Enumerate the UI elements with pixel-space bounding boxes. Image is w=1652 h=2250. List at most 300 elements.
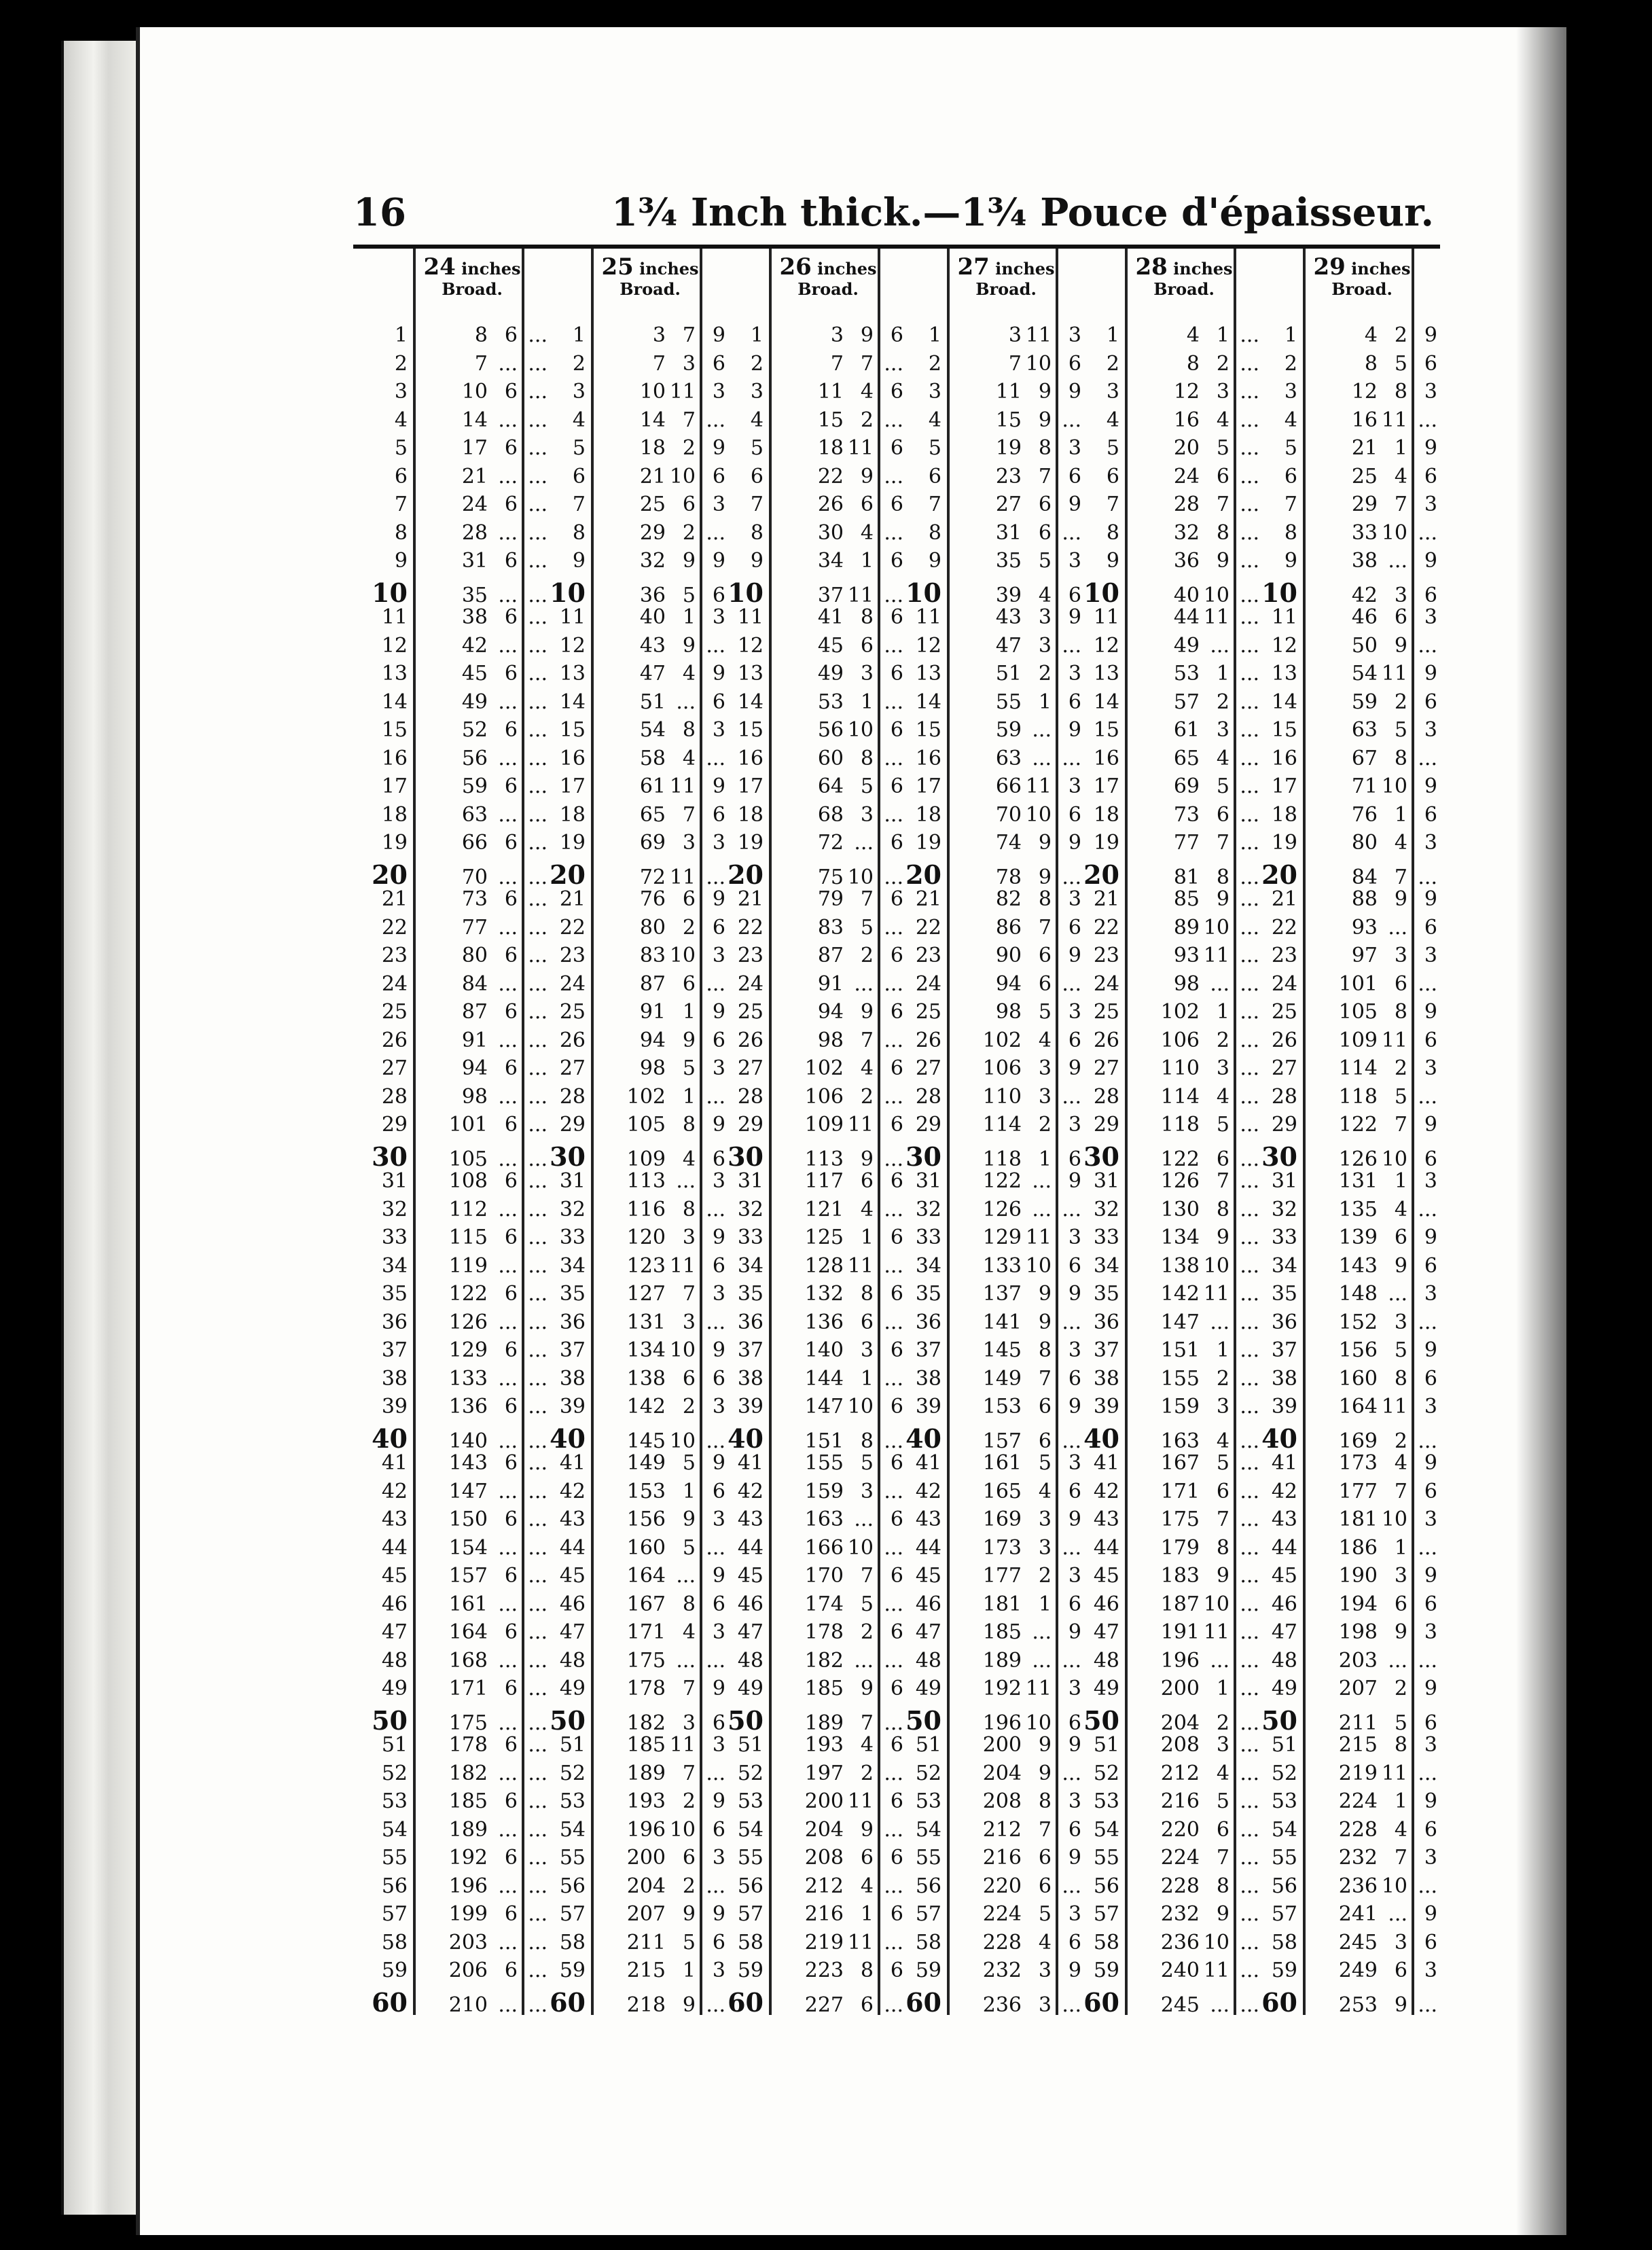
parts-value: ... [884, 1535, 903, 1560]
inches-value: 2 [1038, 1564, 1052, 1588]
inches-value: 3 [1394, 1564, 1407, 1588]
inches-value: 4 [682, 1147, 696, 1171]
row-number: 23 [381, 944, 408, 967]
table-row [887, 1113, 1081, 1137]
row-number: 28 [737, 1084, 764, 1109]
feet-value: 126 [448, 1310, 488, 1334]
table-row [1065, 1367, 1259, 1391]
feet-value: 140 [448, 1429, 488, 1453]
feet-value: 208 [804, 1846, 844, 1870]
table-row [887, 690, 1081, 714]
parts-value: ... [1240, 802, 1259, 827]
row-number: 27 [1271, 1056, 1297, 1080]
row-number: 48 [1271, 1648, 1297, 1673]
row-number: 35 [381, 1282, 408, 1306]
parts-value: ... [528, 1902, 547, 1926]
table-row [353, 972, 547, 996]
table-row [709, 1959, 903, 1982]
feet-value: 91 [817, 971, 844, 996]
parts-value: ... [1062, 1993, 1081, 2017]
table-row [531, 944, 725, 967]
feet-value: 173 [982, 1535, 1022, 1560]
row-number: 59 [915, 1959, 941, 1982]
parts-value: ... [528, 690, 547, 714]
feet-value: 245 [1338, 1930, 1378, 1954]
table-row [887, 859, 1081, 890]
inches-value: ... [1032, 1648, 1052, 1673]
feet-value: 171 [626, 1620, 666, 1644]
parts-value: 3 [712, 944, 725, 967]
row-number: 15 [915, 718, 941, 742]
table-row [531, 1564, 725, 1588]
table-row [1065, 1846, 1259, 1870]
row-number: 47 [915, 1620, 941, 1644]
feet-value: 15 [817, 408, 844, 432]
feet-value: 49 [817, 662, 844, 685]
table-row [353, 1874, 547, 1898]
parts-value: ... [1240, 971, 1259, 996]
row-number: 60 [1083, 1986, 1119, 2018]
row-number: 8 [394, 520, 408, 545]
parts-value: 6 [1424, 1253, 1437, 1278]
table-row [887, 605, 1081, 629]
table-row [1243, 1705, 1437, 1736]
feet-value: 169 [1338, 1429, 1378, 1453]
row-number: 41 [1093, 1451, 1119, 1475]
feet-value: 73 [1173, 802, 1200, 827]
feet-value: 185 [804, 1677, 844, 1700]
feet-value: 83 [639, 944, 666, 967]
inches-value: ... [498, 1761, 518, 1785]
inches-value: 7 [860, 1711, 874, 1735]
table-row [353, 1029, 547, 1052]
feet-value: 87 [639, 971, 666, 996]
inches-value: 4 [1216, 746, 1229, 770]
feet-value: 178 [448, 1733, 488, 1757]
parts-value: ... [1062, 1310, 1081, 1334]
table-row [531, 1254, 725, 1278]
row-number: 19 [1271, 831, 1297, 855]
inches-value: 7 [1038, 1366, 1052, 1391]
row-number: 31 [737, 1169, 764, 1193]
inches-value: 6 [504, 493, 518, 516]
table-row [1243, 1902, 1437, 1926]
row-number: 36 [1093, 1310, 1119, 1334]
feet-value: 7 [830, 351, 844, 376]
feet-value: 204 [1160, 1711, 1200, 1735]
row-number: 11 [1271, 605, 1297, 629]
parts-value: ... [1062, 1874, 1081, 1898]
column-unit: inches [989, 259, 1055, 279]
parts-value: ... [706, 1084, 725, 1109]
feet-value: 47 [995, 633, 1022, 658]
parts-value: ... [884, 633, 903, 658]
row-number: 6 [750, 464, 764, 488]
row-number: 29 [915, 1113, 941, 1137]
column-block-28 [1065, 249, 1259, 2018]
feet-value: 143 [1338, 1253, 1378, 1278]
inches-value: 2 [860, 1084, 874, 1109]
table-row [709, 1789, 903, 1813]
feet-value: 118 [982, 1147, 1022, 1171]
parts-value: 6 [890, 1169, 903, 1193]
row-number: 21 [915, 887, 941, 911]
row-number: 17 [1271, 774, 1297, 798]
parts-value: 3 [1424, 944, 1437, 967]
table-row [1243, 1085, 1437, 1109]
inches-value: 7 [1394, 1846, 1407, 1870]
parts-value: 3 [1068, 1451, 1081, 1475]
parts-value: 3 [1068, 1338, 1081, 1362]
table-row [353, 690, 547, 714]
table-row [709, 803, 903, 827]
feet-value: 69 [639, 831, 666, 855]
table-row [1065, 1395, 1259, 1418]
row-number: 21 [1271, 887, 1297, 911]
feet-value: 166 [804, 1535, 844, 1560]
feet-value: 163 [1160, 1429, 1200, 1453]
inches-value: 3 [1038, 1993, 1052, 2017]
table-row [709, 436, 903, 460]
row-number: 8 [928, 520, 941, 545]
feet-value: 81 [1173, 865, 1200, 889]
feet-value: 227 [804, 1993, 844, 2017]
parts-value: ... [1240, 408, 1259, 432]
row-number: 20 [372, 859, 408, 890]
table-row [531, 1592, 725, 1616]
table-row [1065, 972, 1259, 996]
inches-value: 5 [1216, 1789, 1229, 1813]
column-width: 27 [957, 253, 990, 281]
inches-value: 8 [1394, 746, 1407, 770]
table-row [887, 634, 1081, 658]
inches-value: 9 [1038, 408, 1052, 432]
parts-value: 3 [1424, 1056, 1437, 1080]
inches-value: 6 [504, 380, 518, 404]
row-number: 3 [394, 380, 408, 404]
feet-value: 145 [982, 1338, 1022, 1362]
row-number: 23 [1093, 944, 1119, 967]
table-row [887, 747, 1081, 770]
table-row [887, 1395, 1081, 1418]
parts-value: 6 [1424, 1147, 1437, 1171]
table-row [709, 1113, 903, 1137]
feet-value: 22 [817, 464, 844, 488]
feet-value: 75 [817, 865, 844, 889]
parts-value: ... [1418, 1874, 1437, 1898]
table-row [353, 859, 547, 890]
parts-value: 6 [890, 774, 903, 798]
row-number: 30 [905, 1141, 941, 1172]
inches-value: 2 [682, 520, 696, 545]
table-row [709, 408, 903, 432]
feet-value: 36 [1173, 549, 1200, 573]
row-number: 10 [728, 577, 764, 608]
parts-value: ... [1240, 887, 1259, 911]
inches-value: 6 [1038, 1395, 1052, 1418]
feet-value: 211 [626, 1930, 666, 1954]
parts-value: ... [1240, 1000, 1259, 1024]
parts-value: ... [1240, 865, 1259, 889]
inches-value: 11 [847, 436, 874, 460]
inches-value: 5 [1038, 549, 1052, 573]
table-row [1243, 1198, 1437, 1221]
parts-value: ... [1240, 1620, 1259, 1644]
parts-value: 6 [890, 1564, 903, 1588]
parts-value: ... [884, 1711, 903, 1735]
row-number: 14 [559, 690, 586, 714]
table-row [709, 1451, 903, 1475]
row-number: 13 [381, 662, 408, 685]
row-number: 50 [728, 1704, 764, 1736]
table-row [353, 1733, 547, 1757]
table-row [531, 1113, 725, 1137]
feet-value: 128 [804, 1253, 844, 1278]
row-number: 30 [550, 1141, 586, 1172]
feet-value: 106 [804, 1084, 844, 1109]
row-number: 24 [559, 971, 586, 996]
parts-value: 9 [1068, 1056, 1081, 1080]
table-row [1243, 1592, 1437, 1616]
inches-value: 6 [682, 887, 696, 911]
inches-value: ... [498, 1253, 518, 1278]
inches-value: 2 [1216, 351, 1229, 376]
table-row [1065, 1705, 1259, 1736]
inches-value: 6 [504, 1226, 518, 1249]
row-number: 6 [1106, 464, 1119, 488]
row-number: 11 [915, 605, 941, 629]
row-number: 26 [381, 1028, 408, 1052]
table-row [887, 1423, 1081, 1454]
feet-value: 109 [804, 1113, 844, 1137]
inches-value: 2 [682, 1789, 696, 1813]
feet-value: 138 [626, 1366, 666, 1391]
row-number: 7 [928, 493, 941, 516]
row-number: 8 [572, 520, 586, 545]
inches-value: 6 [1038, 971, 1052, 996]
parts-value: ... [1062, 1197, 1081, 1221]
feet-value: 40 [1173, 583, 1200, 607]
row-number: 22 [737, 915, 764, 940]
parts-value: ... [1062, 1429, 1081, 1453]
table-row [1065, 1959, 1259, 1982]
parts-value: 3 [1424, 1620, 1437, 1644]
inches-value: 5 [1216, 774, 1229, 798]
parts-value: ... [706, 1197, 725, 1221]
parts-value: ... [1418, 971, 1437, 996]
inches-value: 1 [1394, 1789, 1407, 1813]
feet-value: 94 [995, 971, 1022, 996]
parts-value: ... [1062, 1761, 1081, 1785]
parts-value: 9 [1068, 1620, 1081, 1644]
row-number: 50 [550, 1704, 586, 1736]
feet-value: 196 [448, 1874, 488, 1898]
inches-value: 10 [1203, 1253, 1229, 1278]
table-row [353, 1592, 547, 1616]
table-row [353, 774, 547, 798]
table-row [1065, 1113, 1259, 1137]
inches-value: 6 [504, 323, 518, 347]
row-number: 54 [737, 1817, 764, 1842]
inches-value: 9 [1394, 1620, 1407, 1644]
inches-value: 6 [504, 718, 518, 742]
parts-value: ... [884, 1028, 903, 1052]
parts-value: ... [528, 408, 547, 432]
table-row [1065, 690, 1259, 714]
table-row [1065, 1677, 1259, 1700]
parts-value: 3 [1068, 1564, 1081, 1588]
feet-value: 3 [652, 323, 666, 347]
table-row [353, 465, 547, 488]
table-row [531, 634, 725, 658]
parts-value: 6 [890, 493, 903, 516]
feet-value: 236 [1160, 1930, 1200, 1954]
inches-value: 6 [860, 493, 874, 516]
row-number: 46 [915, 1592, 941, 1616]
parts-value: ... [1240, 1535, 1259, 1560]
table-row [887, 521, 1081, 545]
inches-value: 6 [1216, 802, 1229, 827]
feet-value: 159 [1160, 1395, 1200, 1418]
parts-value: ... [1418, 1648, 1437, 1673]
inches-value: 7 [682, 1677, 696, 1700]
table-row [531, 465, 725, 488]
parts-value: ... [528, 605, 547, 629]
feet-value: 91 [461, 1028, 488, 1052]
row-number: 3 [1284, 380, 1297, 404]
feet-value: 56 [461, 746, 488, 770]
table-row [887, 1818, 1081, 1842]
column-header [1304, 253, 1420, 300]
table-row [353, 1423, 547, 1454]
table-row [709, 1395, 903, 1418]
row-number: 12 [1271, 633, 1297, 658]
row-number: 34 [1271, 1253, 1297, 1278]
table-row [1243, 408, 1437, 432]
table-row [531, 1451, 725, 1475]
row-number: 28 [1271, 1084, 1297, 1109]
inches-value: 4 [1216, 1084, 1229, 1109]
parts-value: ... [528, 1395, 547, 1418]
row-number: 5 [394, 436, 408, 460]
table-row [1065, 1451, 1259, 1475]
parts-value: ... [1418, 1084, 1437, 1109]
table-row [709, 774, 903, 798]
feet-value: 54 [1351, 662, 1378, 685]
feet-value: 216 [1160, 1789, 1200, 1813]
feet-value: 93 [1173, 944, 1200, 967]
parts-value: 6 [1068, 1817, 1081, 1842]
table-row [887, 718, 1081, 742]
row-number: 8 [750, 520, 764, 545]
inches-value: 6 [504, 662, 518, 685]
table-row [1243, 1141, 1437, 1172]
parts-value: ... [884, 1429, 903, 1453]
table-row [353, 1480, 547, 1503]
parts-value: 3 [1424, 1959, 1437, 1982]
inches-value: 9 [860, 1817, 874, 1842]
row-number: 6 [572, 464, 586, 488]
table-row [887, 1789, 1081, 1813]
inches-value: ... [1210, 1648, 1229, 1673]
row-number: 25 [737, 1000, 764, 1024]
feet-value: 152 [1338, 1310, 1378, 1334]
row-number: 21 [1093, 887, 1119, 911]
inches-value: 9 [1038, 1733, 1052, 1757]
inches-value: 4 [1216, 408, 1229, 432]
inches-value: 9 [860, 323, 874, 347]
table-row [531, 1423, 725, 1454]
table-row [709, 1874, 903, 1898]
inches-value: 11 [1025, 323, 1052, 347]
table-row [531, 1367, 725, 1391]
table-row [887, 1987, 1081, 2018]
parts-value: 9 [712, 549, 725, 573]
row-number: 39 [381, 1395, 408, 1418]
parts-value: ... [528, 1817, 547, 1842]
feet-value: 65 [639, 802, 666, 827]
feet-value: 157 [982, 1429, 1022, 1453]
row-number: 19 [381, 831, 408, 855]
row-number: 38 [1093, 1366, 1119, 1391]
table-row [709, 493, 903, 516]
feet-value: 151 [1160, 1338, 1200, 1362]
inches-value: 6 [1394, 971, 1407, 996]
table-row [1243, 718, 1437, 742]
inches-value: ... [1032, 1620, 1052, 1644]
row-number: 3 [572, 380, 586, 404]
row-number: 7 [1284, 493, 1297, 516]
row-number: 28 [381, 1084, 408, 1109]
inches-value: 7 [1394, 493, 1407, 516]
row-number: 1 [572, 323, 586, 347]
row-number: 27 [737, 1056, 764, 1080]
inches-value: ... [1210, 633, 1229, 658]
feet-value: 36 [639, 583, 666, 607]
inches-value: 5 [1216, 436, 1229, 460]
table-row [531, 1620, 725, 1644]
table-row [1065, 493, 1259, 516]
feet-value: 174 [804, 1592, 844, 1616]
row-number: 16 [559, 746, 586, 770]
parts-value: ... [528, 774, 547, 798]
row-number: 37 [915, 1338, 941, 1362]
feet-value: 147 [804, 1395, 844, 1418]
row-number: 51 [559, 1733, 586, 1757]
column-width: 26 [779, 253, 812, 281]
table-row [353, 1367, 547, 1391]
feet-value: 207 [1338, 1677, 1378, 1700]
row-number: 49 [559, 1677, 586, 1700]
table-row [1065, 831, 1259, 855]
table-row [1243, 747, 1437, 770]
inches-value: 6 [860, 1169, 874, 1193]
row-number: 54 [1093, 1817, 1119, 1842]
row-number: 33 [915, 1226, 941, 1249]
feet-value: 134 [626, 1338, 666, 1362]
table-row [1065, 605, 1259, 629]
table-row [1065, 380, 1259, 404]
row-number: 47 [381, 1620, 408, 1644]
inches-value: ... [498, 1147, 518, 1171]
row-number: 3 [1106, 380, 1119, 404]
parts-value: ... [1062, 408, 1081, 432]
feet-value: 29 [639, 520, 666, 545]
row-number: 19 [915, 831, 941, 855]
feet-value: 85 [1173, 887, 1200, 911]
row-number: 3 [750, 380, 764, 404]
inches-value: 7 [682, 323, 696, 347]
